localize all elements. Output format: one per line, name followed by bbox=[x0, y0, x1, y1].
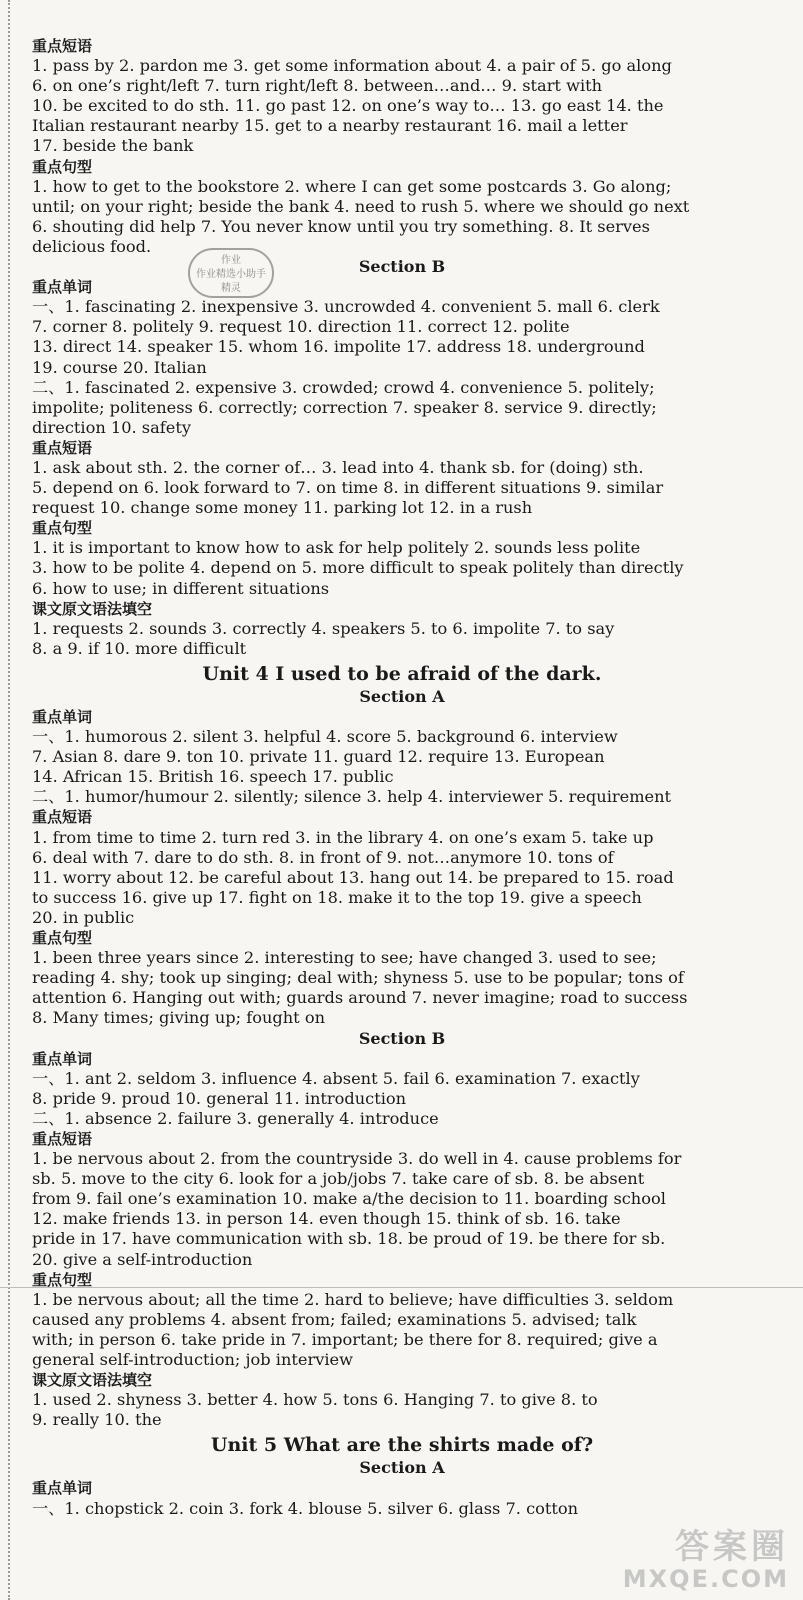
answer-line: 10. be excited to do sth. 11. go past 12. on one’s way to… 13. go east 14. the bbox=[32, 96, 664, 116]
answer-line: 1. be nervous about; all the time 2. hard to believe; have difficulties 3. seldom bbox=[32, 1289, 674, 1309]
answer-line: 1. requests 2. sounds 3. correctly 4. speakers 5. to 6. impolite 7. to say bbox=[32, 618, 615, 638]
section-label: 重点句型 bbox=[32, 929, 93, 948]
section-label: 重点句型 bbox=[32, 157, 93, 176]
section-label: 重点单词 bbox=[32, 708, 93, 726]
answer-line: 6. on one’s right/left 7. turn right/left 8. between…and… 9. start with bbox=[32, 76, 603, 96]
answer-line: 5. depend on 6. look forward to 7. on time 8. in different situations 9. similar bbox=[32, 478, 664, 498]
horizontal-rule bbox=[0, 1287, 803, 1288]
watermark-logo: 答案圈 bbox=[675, 1527, 789, 1567]
section-label: 重点短语 bbox=[32, 1129, 93, 1148]
answer-line: 1. how to get to the bookstore 2. where I can get some postcards 3. Go along; bbox=[32, 176, 672, 196]
section-heading: Section A bbox=[359, 1458, 445, 1478]
answer-line: 1. it is important to know how to ask for help politely 2. sounds less polite bbox=[32, 538, 641, 558]
answer-line: until; on your right; beside the bank 4. need to rush 5. where we should go next bbox=[32, 196, 690, 216]
stamp-line: 作业精选小助手 bbox=[196, 269, 266, 280]
section-heading: Section B bbox=[358, 1028, 446, 1048]
answer-line: from 9. fail one’s examination 10. make a/the decision to 11. boarding school bbox=[32, 1189, 666, 1209]
answer-line: caused any problems 4. absent from; failed; examinations 5. advised; talk bbox=[32, 1309, 637, 1329]
answer-line: pride in 17. have communication with sb. 18. be proud of 19. be there for sb. bbox=[32, 1229, 666, 1249]
answer-line: 二、1. humor/humour 2. silently; silence 3. help 4. interviewer 5. requirement bbox=[32, 787, 672, 807]
answer-line: 1. pass by 2. pardon me 3. get some information about 4. a pair of 5. go along bbox=[32, 56, 672, 76]
answer-line: 20. give a self-introduction bbox=[32, 1249, 253, 1269]
stamp-line: 精灵 bbox=[221, 283, 241, 294]
section-label: 重点句型 bbox=[32, 1270, 93, 1289]
answer-line: 6. deal with 7. dare to do sth. 8. in front of 9. not…anymore 10. tons of bbox=[32, 847, 614, 867]
section-heading: Section B bbox=[358, 257, 446, 277]
homework-stamp bbox=[188, 248, 274, 298]
answer-line: delicious food. bbox=[32, 236, 152, 256]
answer-line: 二、1. absence 2. failure 3. generally 4. introduce bbox=[32, 1108, 439, 1128]
stamp-line: 作业 bbox=[221, 255, 241, 266]
answer-line: 6. shouting did help 7. You never know until you try something. 8. It serves bbox=[32, 216, 650, 236]
binding-dotted-line bbox=[8, 0, 10, 1600]
section-heading: Section A bbox=[359, 686, 445, 706]
answer-line: 1. be nervous about 2. from the countryside 3. do well in 4. cause problems for bbox=[32, 1149, 682, 1169]
answer-line: attention 6. Hanging out with; guards around 7. never imagine; road to success bbox=[32, 988, 688, 1008]
answer-line: 8. pride 9. proud 10. general 11. introduction bbox=[32, 1088, 407, 1108]
answer-line: 二、1. fascinated 2. expensive 3. crowded; crowd 4. convenience 5. politely; bbox=[32, 377, 655, 397]
answer-line: 1. ask about sth. 2. the corner of… 3. lead into 4. thank sb. for (doing) sth. bbox=[32, 457, 644, 477]
answer-line: 一、1. fascinating 2. inexpensive 3. uncrowded 4. convenient 5. mall 6. clerk bbox=[32, 297, 660, 317]
unit-title: Unit 5 What are the shirts made of? bbox=[210, 1434, 594, 1457]
answer-line: direction 10. safety bbox=[32, 417, 191, 437]
answer-line: 一、1. humorous 2. silent 3. helpful 4. score 5. background 6. interview bbox=[32, 727, 618, 747]
answer-line: 19. course 20. Italian bbox=[32, 357, 207, 377]
answer-line: 17. beside the bank bbox=[32, 136, 194, 156]
answer-line: 8. a 9. if 10. more difficult bbox=[32, 638, 247, 658]
answer-line: 3. how to be polite 4. depend on 5. more difficult to speak politely than directly bbox=[32, 558, 684, 578]
answer-line: 一、1. ant 2. seldom 3. influence 4. absent 5. fail 6. examination 7. exactly bbox=[32, 1068, 640, 1088]
answer-line: 7. corner 8. politely 9. request 10. direction 11. correct 12. polite bbox=[32, 317, 570, 337]
answer-line: request 10. change some money 11. parking lot 12. in a rush bbox=[32, 498, 533, 518]
answer-line: 14. African 15. British 16. speech 17. public bbox=[32, 767, 394, 787]
answer-line: 1. used 2. shyness 3. better 4. how 5. tons 6. Hanging 7. to give 8. to bbox=[32, 1390, 598, 1410]
section-label: 课文原文语法填空 bbox=[32, 1371, 153, 1390]
answer-line: 20. in public bbox=[32, 907, 135, 927]
answer-line: 8. Many times; giving up; fought on bbox=[32, 1008, 326, 1028]
answer-line: 9. really 10. the bbox=[32, 1410, 162, 1430]
answer-line: 7. Asian 8. dare 9. ton 10. private 11. guard 12. require 13. European bbox=[32, 747, 605, 767]
answer-line: general self-introduction; job interview bbox=[32, 1350, 353, 1369]
unit-title: Unit 4 I used to be afraid of the dark. bbox=[202, 662, 602, 685]
answer-line: impolite; politeness 6. correctly; correction 7. speaker 8. service 9. directly; bbox=[32, 397, 657, 417]
section-label: 重点句型 bbox=[32, 519, 93, 538]
answer-line: to success 16. give up 17. fight on 18. make it to the top 19. give a speech bbox=[32, 887, 642, 907]
section-label: 重点短语 bbox=[32, 808, 93, 827]
section-label: 重点单词 bbox=[32, 1049, 93, 1068]
site-watermark bbox=[623, 1528, 789, 1592]
answer-key-page bbox=[32, 36, 772, 1519]
answer-line: 12. make friends 13. in person 14. even though 15. think of sb. 16. take bbox=[32, 1209, 621, 1229]
answer-line: 13. direct 14. speaker 15. whom 16. impolite 17. address 18. underground bbox=[32, 337, 645, 357]
section-label: 重点短语 bbox=[32, 438, 93, 457]
answer-line: Italian restaurant nearby 15. get to a nearby restaurant 16. mail a letter bbox=[32, 116, 628, 136]
answer-line: 1. from time to time 2. turn red 3. in the library 4. on one’s exam 5. take up bbox=[32, 827, 654, 847]
section-label: 重点单词 bbox=[32, 1479, 93, 1498]
section-label: 重点单词 bbox=[32, 278, 93, 297]
answer-line: 11. worry about 12. be careful about 13. hang out 14. be prepared to 15. road bbox=[32, 867, 674, 887]
answer-line: sb. 5. move to the city 6. look for a job/jobs 7. take care of sb. 8. be absent bbox=[32, 1169, 645, 1189]
section-label: 课文原文语法填空 bbox=[32, 599, 153, 618]
section-label: 重点短语 bbox=[32, 37, 93, 55]
watermark-url: MXQE.COM bbox=[622, 1565, 789, 1593]
answer-line: 一、1. chopstick 2. coin 3. fork 4. blouse 5. silver 6. glass 7. cotton bbox=[32, 1498, 579, 1518]
answer-line: with; in person 6. take pride in 7. important; be there for 8. required; give a bbox=[32, 1329, 658, 1349]
answer-line: 1. been three years since 2. interesting to see; have changed 3. used to see; bbox=[32, 948, 657, 968]
answer-line: 6. how to use; in different situations bbox=[32, 578, 330, 598]
answer-line: reading 4. shy; took up singing; deal with; shyness 5. use to be popular; tons of bbox=[32, 968, 684, 988]
